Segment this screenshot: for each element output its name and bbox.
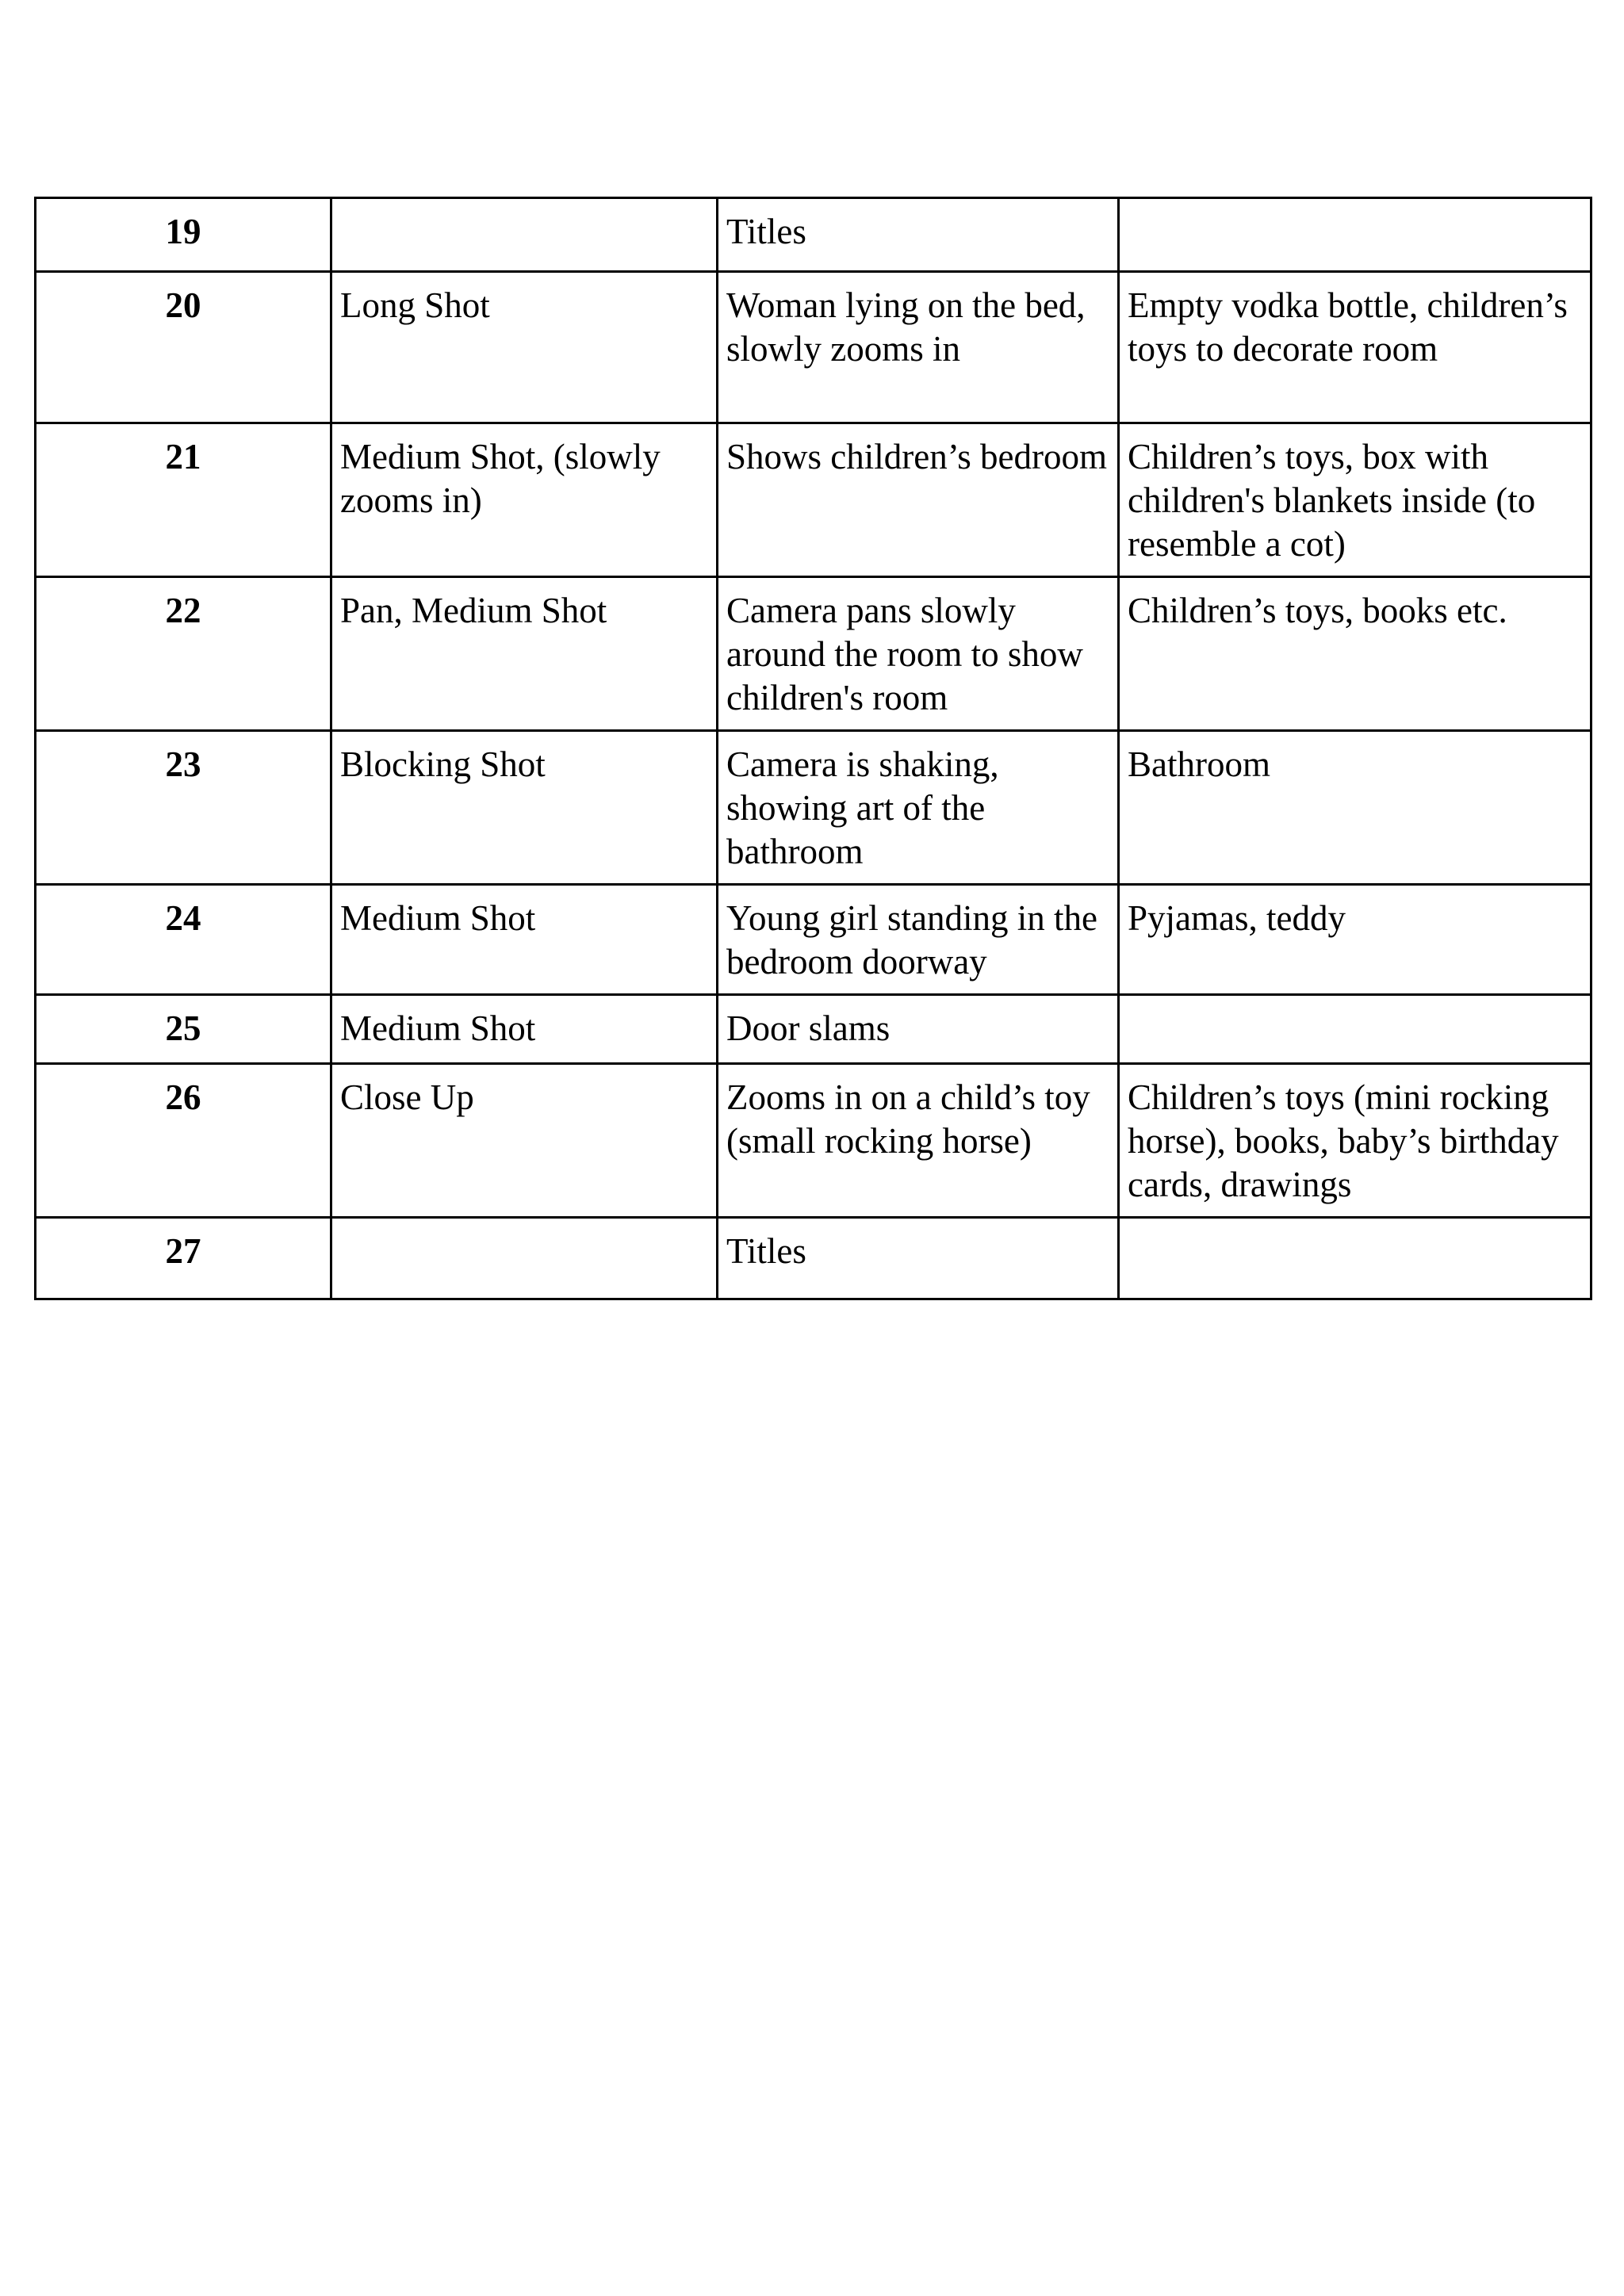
props-cell: Empty vodka bottle, children’s toys to decorate room [1119, 272, 1591, 423]
table-row [36, 1064, 1591, 1218]
props-cell: Children’s toys, books etc. [1119, 577, 1591, 731]
props-cell [1119, 1218, 1591, 1299]
table-row [36, 885, 1591, 995]
shot-type-cell [331, 198, 718, 272]
props-cell: Children’s toys (mini rocking horse), books, baby’s birthday cards, drawings [1119, 1064, 1591, 1218]
shot-type-cell: Close Up [331, 1064, 718, 1218]
description-cell: Titles [718, 198, 1119, 272]
shot-type-cell: Long Shot [331, 272, 718, 423]
description-cell: Door slams [718, 995, 1119, 1064]
shot-list-table [34, 197, 1592, 1300]
shot-type-cell: Medium Shot, (slowly zooms in) [331, 423, 718, 577]
shot-number-cell: 22 [36, 577, 331, 731]
shot-type-cell [331, 1218, 718, 1299]
shot-type-cell: Medium Shot [331, 885, 718, 995]
description-cell: Zooms in on a child’s toy (small rocking horse) [718, 1064, 1119, 1218]
table-row [36, 1218, 1591, 1299]
props-cell: Bathroom [1119, 731, 1591, 885]
shot-type-cell: Medium Shot [331, 995, 718, 1064]
shot-type-cell: Pan, Medium Shot [331, 577, 718, 731]
props-cell [1119, 198, 1591, 272]
shot-number-cell: 19 [36, 198, 331, 272]
description-cell: Young girl standing in the bedroom doorway [718, 885, 1119, 995]
shot-number-cell: 20 [36, 272, 331, 423]
table-row [36, 198, 1591, 272]
description-cell: Camera pans slowly around the room to show children's room [718, 577, 1119, 731]
props-cell: Children’s toys, box with children's blankets inside (to resemble a cot) [1119, 423, 1591, 577]
table-row [36, 423, 1591, 577]
props-cell: Pyjamas, teddy [1119, 885, 1591, 995]
shot-type-cell: Blocking Shot [331, 731, 718, 885]
table-row [36, 731, 1591, 885]
shot-number-cell: 24 [36, 885, 331, 995]
table-row [36, 577, 1591, 731]
shot-number-cell: 23 [36, 731, 331, 885]
table-row [36, 272, 1591, 423]
description-cell: Titles [718, 1218, 1119, 1299]
shot-number-cell: 27 [36, 1218, 331, 1299]
shot-number-cell: 25 [36, 995, 331, 1064]
description-cell: Woman lying on the bed, slowly zooms in [718, 272, 1119, 423]
table-row [36, 995, 1591, 1064]
shot-number-cell: 26 [36, 1064, 331, 1218]
description-cell: Shows children’s bedroom [718, 423, 1119, 577]
shot-number-cell: 21 [36, 423, 331, 577]
description-cell: Camera is shaking, showing art of the bathroom [718, 731, 1119, 885]
props-cell [1119, 995, 1591, 1064]
